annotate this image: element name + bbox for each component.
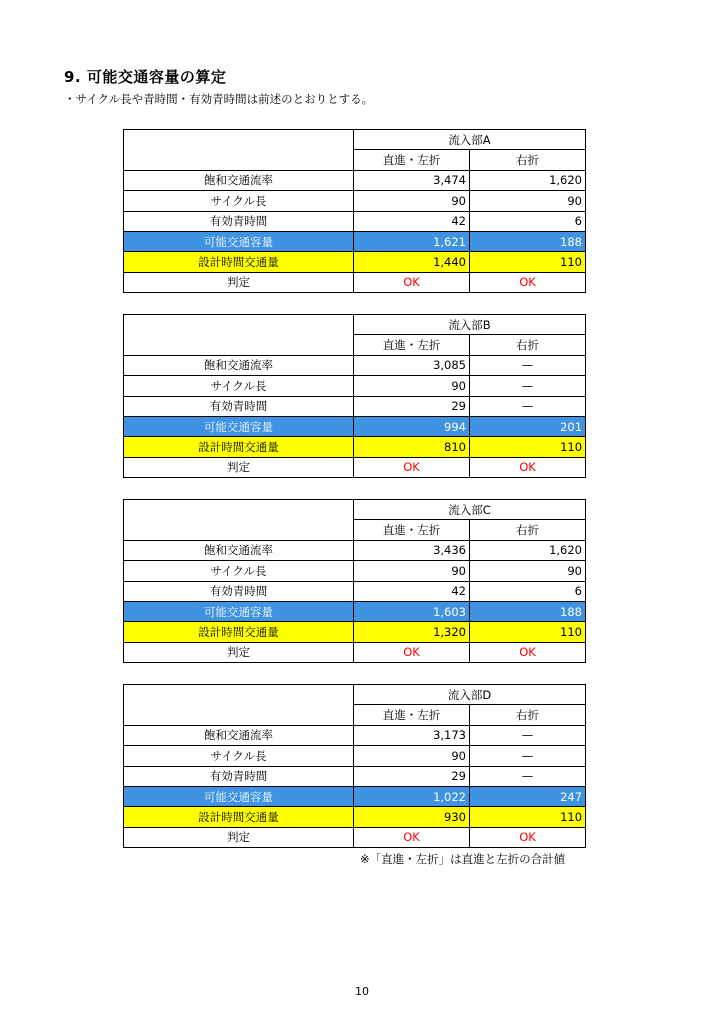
- value-judge-straight: OK: [354, 457, 470, 477]
- label-design: 設計時間交通量: [124, 437, 354, 457]
- row-capacity: [124, 601, 586, 621]
- label-saturation: 飽和交通流率: [124, 170, 354, 190]
- value-design-right: 110: [470, 622, 586, 642]
- value-saturation-right: —: [470, 355, 586, 375]
- value-saturation-straight: 3,436: [354, 540, 470, 560]
- value-cycle-right: 90: [470, 561, 586, 581]
- inflow-header: 流入部D: [354, 685, 586, 705]
- label-capacity: 可能交通容量: [124, 416, 354, 436]
- col-header-right: 右折: [470, 150, 586, 170]
- value-saturation-right: 1,620: [470, 170, 586, 190]
- footnote: ※「直進・左折」は直進と左折の合計値: [360, 852, 566, 866]
- label-design: 設計時間交通量: [124, 252, 354, 272]
- value-green-right: —: [470, 396, 586, 416]
- value-design-right: 110: [470, 437, 586, 457]
- table-inflow-a: [123, 129, 586, 293]
- value-capacity-right: 188: [470, 601, 586, 621]
- value-design-right: 110: [470, 252, 586, 272]
- row-design: [124, 437, 586, 457]
- value-cycle-straight: 90: [354, 746, 470, 766]
- row-design: [124, 252, 586, 272]
- row-green: [124, 581, 586, 601]
- label-capacity: 可能交通容量: [124, 786, 354, 806]
- value-judge-right: OK: [470, 827, 586, 847]
- row-green: [124, 766, 586, 786]
- value-capacity-straight: 1,603: [354, 601, 470, 621]
- label-judge: 判定: [124, 827, 354, 847]
- label-judge: 判定: [124, 642, 354, 662]
- value-capacity-right: 188: [470, 231, 586, 251]
- row-saturation: [124, 540, 586, 560]
- value-cycle-right: 90: [470, 191, 586, 211]
- label-green: 有効青時間: [124, 211, 354, 231]
- page-subtitle: ・サイクル長や青時間・有効青時間は前述のとおりとする。: [64, 92, 374, 106]
- value-saturation-straight: 3,474: [354, 170, 470, 190]
- col-header-straight-left: 直進・左折: [354, 335, 470, 355]
- value-green-right: 6: [470, 211, 586, 231]
- col-header-right: 右折: [470, 705, 586, 725]
- value-design-straight: 930: [354, 807, 470, 827]
- table-corner-cell: [124, 500, 354, 541]
- table-corner-cell: [124, 685, 354, 726]
- label-saturation: 飽和交通流率: [124, 725, 354, 745]
- page-title: 9. 可能交通容量の算定: [64, 68, 227, 86]
- table-inflow-d: [123, 684, 586, 848]
- table-corner-cell: [124, 315, 354, 356]
- col-header-right: 右折: [470, 335, 586, 355]
- label-saturation: 飽和交通流率: [124, 355, 354, 375]
- value-cycle-straight: 90: [354, 561, 470, 581]
- value-judge-straight: OK: [354, 827, 470, 847]
- value-capacity-straight: 994: [354, 416, 470, 436]
- table-inflow-c: [123, 499, 586, 663]
- value-green-straight: 29: [354, 766, 470, 786]
- value-green-straight: 42: [354, 581, 470, 601]
- row-judge: [124, 457, 586, 477]
- row-judge: [124, 642, 586, 662]
- col-header-straight-left: 直進・左折: [354, 520, 470, 540]
- value-design-straight: 1,320: [354, 622, 470, 642]
- row-saturation: [124, 170, 586, 190]
- inflow-header: 流入部C: [354, 500, 586, 520]
- col-header-right: 右折: [470, 520, 586, 540]
- value-saturation-straight: 3,173: [354, 725, 470, 745]
- table-header-row: [124, 315, 586, 335]
- value-judge-right: OK: [470, 272, 586, 292]
- value-design-straight: 810: [354, 437, 470, 457]
- label-green: 有効青時間: [124, 766, 354, 786]
- label-green: 有効青時間: [124, 396, 354, 416]
- value-judge-right: OK: [470, 642, 586, 662]
- value-judge-right: OK: [470, 457, 586, 477]
- value-judge-straight: OK: [354, 642, 470, 662]
- inflow-header: 流入部A: [354, 130, 586, 150]
- row-cycle: [124, 191, 586, 211]
- label-cycle: サイクル長: [124, 561, 354, 581]
- table-corner-cell: [124, 130, 354, 171]
- label-capacity: 可能交通容量: [124, 601, 354, 621]
- value-cycle-straight: 90: [354, 376, 470, 396]
- value-saturation-straight: 3,085: [354, 355, 470, 375]
- label-design: 設計時間交通量: [124, 807, 354, 827]
- value-cycle-right: —: [470, 376, 586, 396]
- row-design: [124, 807, 586, 827]
- row-saturation: [124, 355, 586, 375]
- row-capacity: [124, 231, 586, 251]
- row-green: [124, 396, 586, 416]
- table-header-row: [124, 130, 586, 150]
- row-capacity: [124, 786, 586, 806]
- label-design: 設計時間交通量: [124, 622, 354, 642]
- value-saturation-right: 1,620: [470, 540, 586, 560]
- value-capacity-right: 201: [470, 416, 586, 436]
- label-cycle: サイクル長: [124, 376, 354, 396]
- label-saturation: 飽和交通流率: [124, 540, 354, 560]
- value-design-straight: 1,440: [354, 252, 470, 272]
- label-judge: 判定: [124, 457, 354, 477]
- value-capacity-straight: 1,022: [354, 786, 470, 806]
- table-header-row: [124, 500, 586, 520]
- row-judge: [124, 827, 586, 847]
- row-design: [124, 622, 586, 642]
- label-cycle: サイクル長: [124, 191, 354, 211]
- value-green-straight: 42: [354, 211, 470, 231]
- row-cycle: [124, 746, 586, 766]
- row-judge: [124, 272, 586, 292]
- label-cycle: サイクル長: [124, 746, 354, 766]
- inflow-header: 流入部B: [354, 315, 586, 335]
- value-judge-straight: OK: [354, 272, 470, 292]
- value-saturation-right: —: [470, 725, 586, 745]
- row-green: [124, 211, 586, 231]
- table-header-row: [124, 685, 586, 705]
- value-green-straight: 29: [354, 396, 470, 416]
- row-capacity: [124, 416, 586, 436]
- col-header-straight-left: 直進・左折: [354, 150, 470, 170]
- page-number: 10: [355, 985, 369, 998]
- label-judge: 判定: [124, 272, 354, 292]
- value-green-right: 6: [470, 581, 586, 601]
- value-design-right: 110: [470, 807, 586, 827]
- value-cycle-straight: 90: [354, 191, 470, 211]
- label-capacity: 可能交通容量: [124, 231, 354, 251]
- row-saturation: [124, 725, 586, 745]
- label-green: 有効青時間: [124, 581, 354, 601]
- value-green-right: —: [470, 766, 586, 786]
- table-inflow-b: [123, 314, 586, 478]
- value-capacity-straight: 1,621: [354, 231, 470, 251]
- row-cycle: [124, 561, 586, 581]
- value-cycle-right: —: [470, 746, 586, 766]
- value-capacity-right: 247: [470, 786, 586, 806]
- row-cycle: [124, 376, 586, 396]
- col-header-straight-left: 直進・左折: [354, 705, 470, 725]
